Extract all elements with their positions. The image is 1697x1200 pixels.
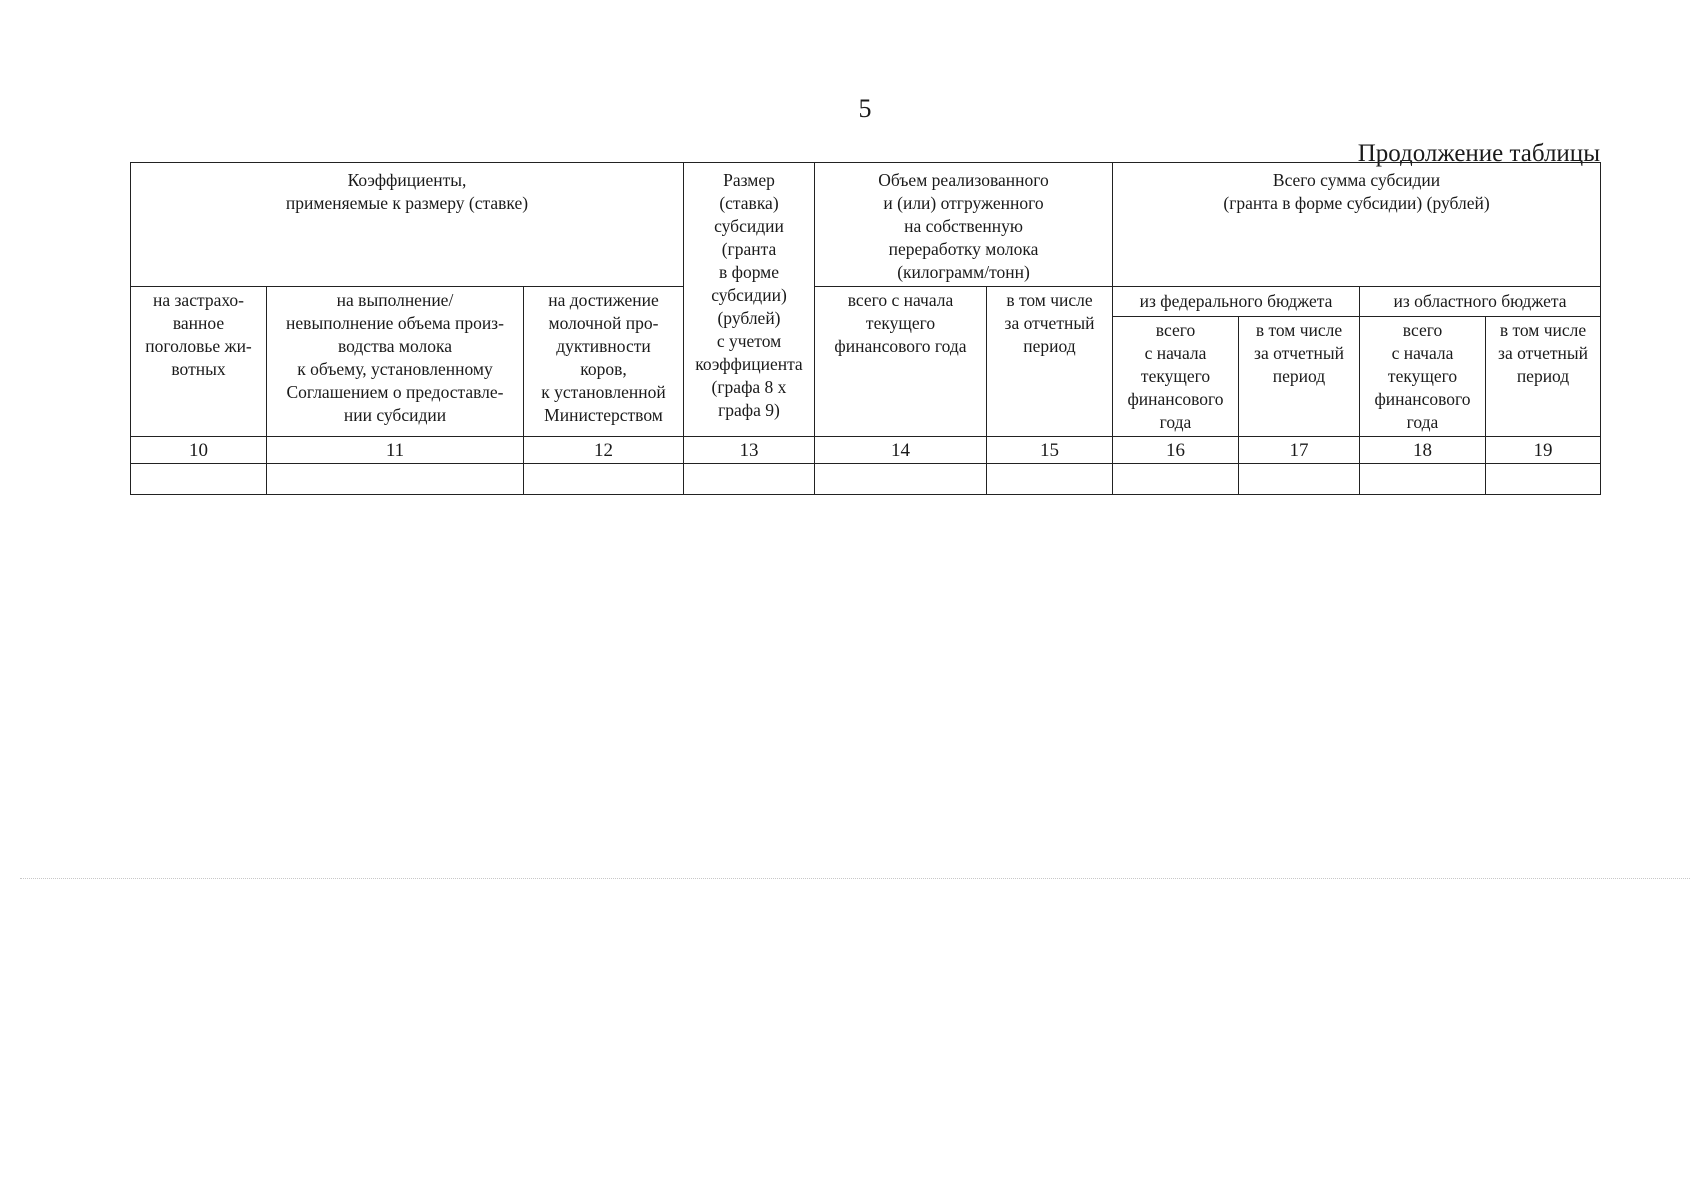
column-number-19: 19 (1486, 437, 1601, 464)
column-number-12: 12 (524, 437, 684, 464)
subsidy-table (130, 162, 1601, 495)
empty-cell (684, 464, 815, 495)
empty-cell (815, 464, 987, 495)
column-number-17: 17 (1239, 437, 1360, 464)
header-col-18: всего с начала текущего финансового года (1360, 317, 1486, 437)
header-federal-budget: из федерального бюджета (1113, 287, 1360, 317)
header-col-17: в том числе за отчетный период (1239, 317, 1360, 437)
empty-cell (131, 464, 267, 495)
header-subsidy-size: Размер (ставка) субсидии (гранта в форме субсидии) (рублей) с учетом коэффициента (графа 8 х графа 9) (684, 163, 815, 437)
column-number-10: 10 (131, 437, 267, 464)
header-col-10: на застрахо- ванное поголовье жи- вотных (131, 287, 267, 437)
empty-cell (1113, 464, 1239, 495)
page-number: 5 (858, 94, 872, 123)
header-col-16: всего с начала текущего финансового года (1113, 317, 1239, 437)
header-regional-budget: из областного бюджета (1360, 287, 1601, 317)
continuation-label: Продолжение таблицы (1357, 140, 1600, 167)
header-col-14: всего с начала текущего финансового года (815, 287, 987, 437)
header-col-11: на выполнение/ невыполнение объема произ- водства молока к объему, установленному Соглашением о предоставле- нии субсидии (267, 287, 524, 437)
header-col-15: в том числе за отчетный период (987, 287, 1113, 437)
column-number-14: 14 (815, 437, 987, 464)
column-number-16: 16 (1113, 437, 1239, 464)
column-number-13: 13 (684, 437, 815, 464)
empty-data-row (131, 464, 1601, 495)
column-number-18: 18 (1360, 437, 1486, 464)
header-col-19: в том числе за отчетный период (1486, 317, 1601, 437)
empty-cell (987, 464, 1113, 495)
empty-cell (524, 464, 684, 495)
column-number-15: 15 (987, 437, 1113, 464)
header-milk-volume: Объем реализованного и (или) отгруженного на собственную переработку молока (килограмм/тонн) (815, 163, 1113, 287)
empty-cell (1360, 464, 1486, 495)
empty-cell (1486, 464, 1601, 495)
column-number-11: 11 (267, 437, 524, 464)
header-total-subsidy: Всего сумма субсидии (гранта в форме субсидии) (рублей) (1113, 163, 1601, 287)
empty-cell (267, 464, 524, 495)
header-coefficients: Коэффициенты, применяемые к размеру (ставке) (131, 163, 684, 287)
scan-artifact-line (20, 878, 1690, 879)
header-col-12: на достижение молочной про- дуктивности коров, к установленной Министерством (524, 287, 684, 437)
empty-cell (1239, 464, 1360, 495)
